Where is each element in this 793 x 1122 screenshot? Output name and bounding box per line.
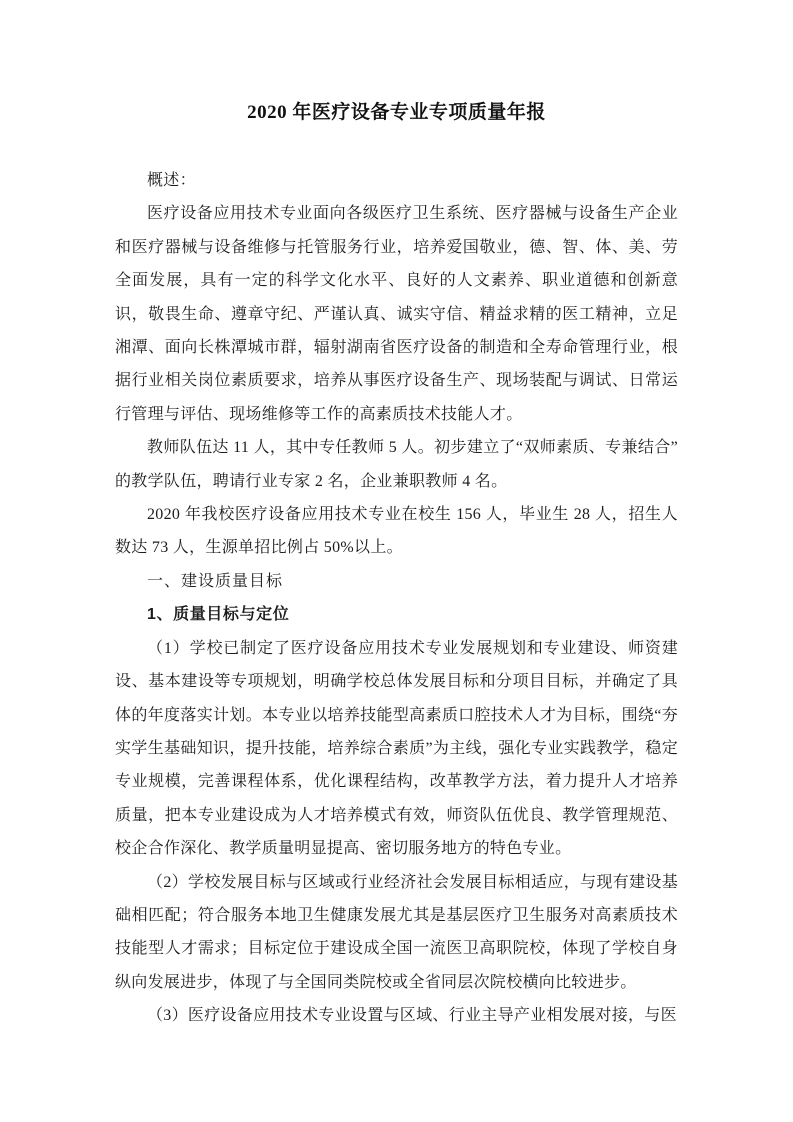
section-heading-1: 一、建设质量目标 (147, 572, 284, 590)
paragraph-enrollment: 2020 年我校医疗设备应用技术专业在校生 156 人，毕业生 28 人，招生人数达 73 人，生源单招比例占 50%以上。 (115, 506, 678, 557)
paragraph-teachers: 教师队伍达 11 人，其中专任教师 5 人。初步建立了“双师素质、专兼结合”的教学队伍，聘请行业专家 2 名，企业兼职教师 4 名。 (115, 439, 678, 490)
subsection-heading-1: 1、质量目标与定位 (147, 606, 290, 624)
paragraph-intro: 医疗设备应用技术专业面向各级医疗卫生系统、医疗器械与设备生产企业和医疗器械与设备维修与托管服务行业，培养爱国敬业，德、智、体、美、劳全面发展，具有一定的科学文化水平、良好的人文素养、职业道德和创新意识，敬畏生命、遵章守纪、严谨认真、诚实守信、精益求精的医工精神，立足湘潭、面向长株潭城市群，辐射湖南省医疗设备的制造和全寿命管理行业，根据行业相关岗位素质要求，培养从事医疗设备生产、现场装配与调试、日常运行管理与评估、现场维修等工作的高素质技术技能人才。 (115, 205, 678, 423)
paragraph-goal-2: （2）学校发展目标与区域或行业经济社会发展目标相适应，与现有建设基础相匹配；符合服务本地卫生健康发展尤其是基层医疗卫生服务对高素质技术技能型人才需求；目标定位于建设成全国一流医卫高职院校，体现了学校自身纵向发展进步，体现了与全国同类院校或全省同层次院校横向比较进步。 (115, 873, 678, 991)
paragraph-goal-3: （3）医疗设备应用技术专业设置与区域、行业主导产业相发展对接，与医 (147, 1007, 677, 1025)
document-title: 2020 年医疗设备专业专项质量年报 (247, 102, 546, 123)
overview-label: 概述： (147, 172, 196, 189)
paragraph-goal-1: （1）学校已制定了医疗设备应用技术专业发展规划和专业建设、师资建设、基本建设等专项规划，明确学校总体发展目标和分项目目标，并确定了具体的年度落实计划。本专业以培养技能型高素质口腔技术人才为目标，围绕“夯实学生基础知识，提升技能，培养综合素质”为主线，强化专业实践教学，稳定专业规模，完善课程体系，优化课程结构，改革教学方法，着力提升人才培养质量，把本专业建设成为人才培养模式有效，师资队伍优良、教学管理规范、校企合作深化、教学质量明显提高、密切服务地方的特色专业。 (115, 639, 678, 858)
